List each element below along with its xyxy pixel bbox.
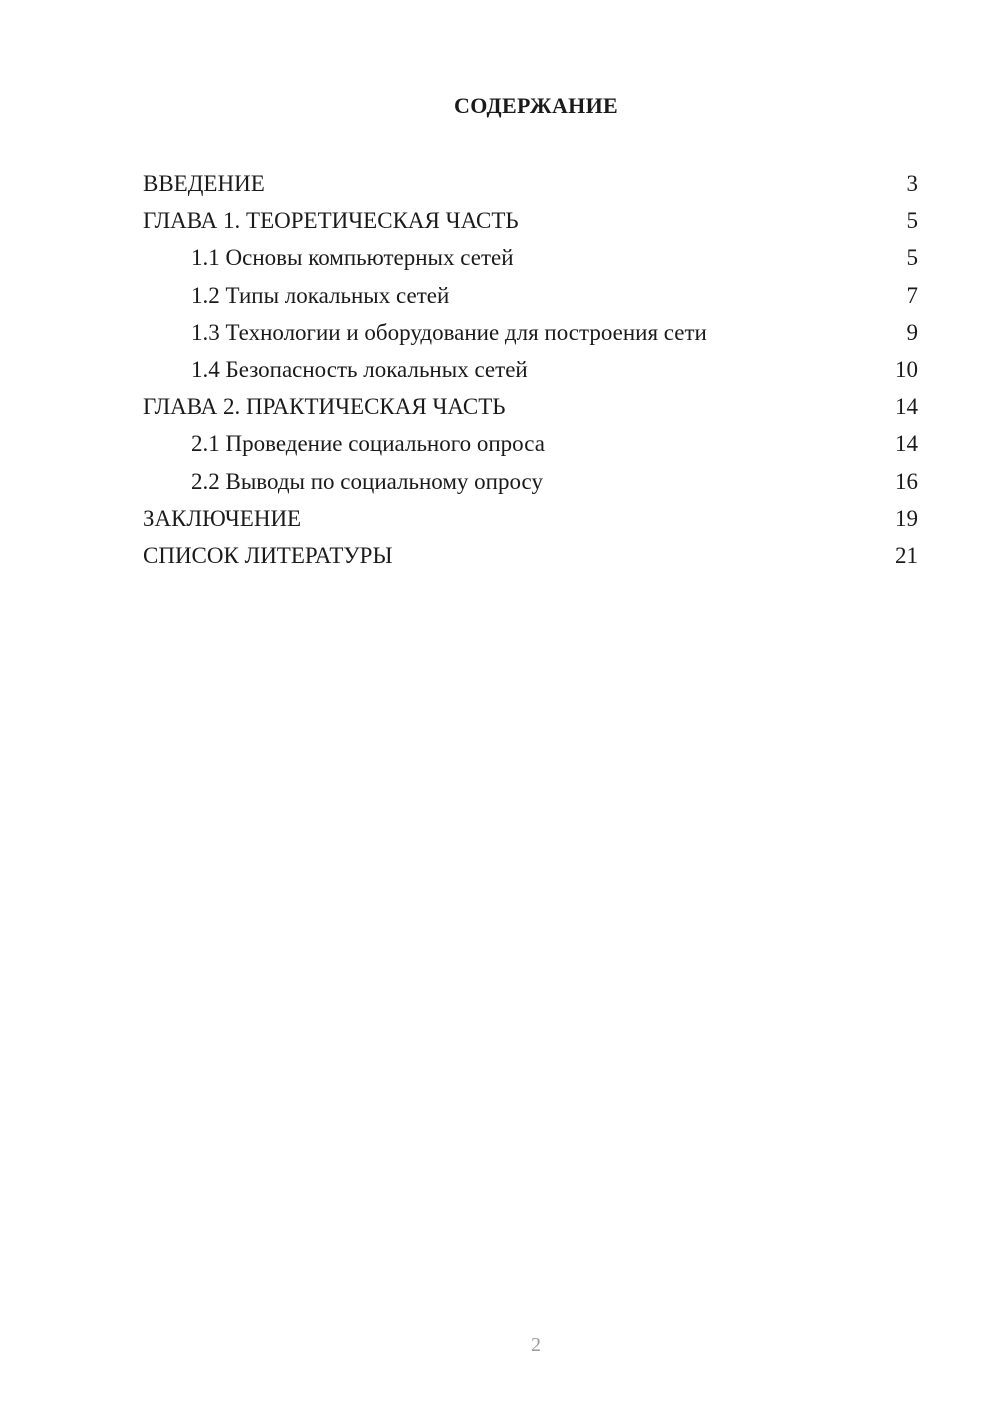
toc-entry-section-1-4 [143,351,918,388]
toc-entry-text: 1.4 Безопасность локальных сетей [191,356,528,382]
toc-entry-text: ВВЕДЕНИЕ [143,171,265,196]
toc-entry-section-2-2 [143,463,918,500]
toc-heading: СОДЕРЖАНИЕ [454,93,618,118]
toc-entry-page: 10 [895,356,918,382]
toc-entry-references [143,537,918,574]
toc-entry-section-2-1 [143,425,918,462]
toc-entry-chapter-1 [143,202,918,239]
page-number: 2 [531,1334,541,1356]
toc-entry-page: 9 [906,319,918,345]
toc-entry-text: 1.2 Типы локальных сетей [191,282,450,308]
toc-entry-chapter-2 [143,388,918,425]
toc-entry-page: 21 [895,542,918,568]
toc-entry-text: 1.1 Основы компьютерных сетей [191,245,514,271]
toc-entry-page: 5 [906,208,918,234]
toc-entry-text: 2.2 Выводы по социальному опросу [191,468,543,494]
toc-entry-section-1-1 [143,239,918,276]
toc-entry-conclusion [143,500,918,537]
toc-entry-page: 14 [895,394,918,420]
toc-entry-introduction [143,165,918,202]
toc-entry-text: 2.1 Проведение социального опроса [191,431,545,457]
toc-entry-page: 14 [895,431,918,457]
toc-entry-section-1-3 [143,314,918,351]
toc-entry-page: 16 [895,468,918,494]
toc-entry-page: 5 [906,245,918,271]
toc-entry-text: 1.3 Технологии и оборудование для построения сети [191,319,707,345]
toc-entry-page: 3 [906,171,918,196]
table-of-contents [143,165,918,574]
toc-entry-text: СПИСОК ЛИТЕРАТУРЫ [143,542,393,568]
toc-entry-text: ГЛАВА 1. ТЕОРЕТИЧЕСКАЯ ЧАСТЬ [143,208,519,234]
toc-entry-text: ЗАКЛЮЧЕНИЕ [143,505,302,531]
toc-entry-section-1-2 [143,277,918,314]
toc-entry-page: 7 [906,282,918,308]
toc-entry-text: ГЛАВА 2. ПРАКТИЧЕСКАЯ ЧАСТЬ [143,394,506,420]
toc-entry-page: 19 [895,505,918,531]
